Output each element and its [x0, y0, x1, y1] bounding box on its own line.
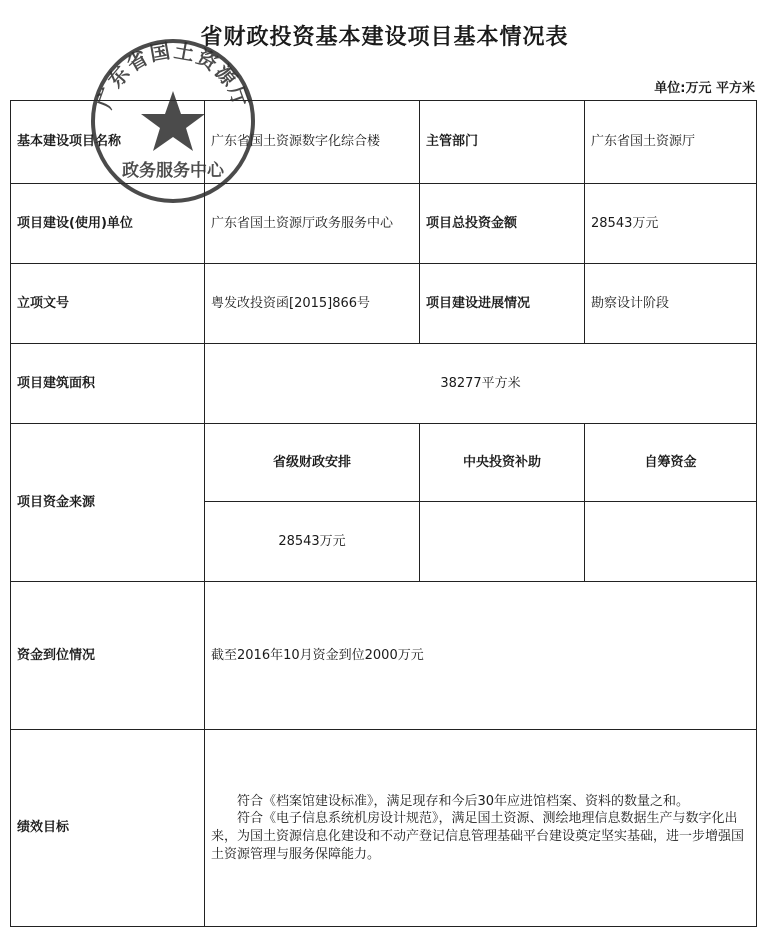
- arrival-label: 资金到位情况: [11, 582, 205, 730]
- total-investment-value: 28543万元: [585, 184, 757, 264]
- progress-value: 勘察设计阶段: [585, 264, 757, 344]
- official-seal: [88, 36, 258, 206]
- table-row: [11, 424, 757, 502]
- table-row: [11, 730, 757, 927]
- funding-central-value: [420, 502, 585, 582]
- department-label: 主管部门: [420, 101, 585, 184]
- approval-doc-value: 粤发改投资函[2015]866号: [205, 264, 420, 344]
- project-name-label: 基本建设项目名称: [11, 101, 205, 184]
- area-value: 38277平方米: [205, 344, 757, 424]
- performance-value: [205, 730, 757, 927]
- unit-label: 项目建设(使用)单位: [11, 184, 205, 264]
- table-row: [11, 344, 757, 424]
- area-label: 项目建筑面积: [11, 344, 205, 424]
- unit-note: 单位:万元 平方米: [654, 81, 755, 96]
- funding-provincial-header: 省级财政安排: [205, 424, 420, 502]
- funding-label: 项目资金来源: [11, 424, 205, 582]
- seal-star-icon: [141, 91, 205, 151]
- performance-label: 绩效目标: [11, 730, 205, 927]
- funding-provincial-value: 28543万元: [205, 502, 420, 582]
- project-name-value: 广东省国土资源数字化综合楼: [205, 101, 420, 184]
- seal-text-path: 广东省国土资源厅: [92, 38, 254, 112]
- table-row: [11, 582, 757, 730]
- table-row: [11, 264, 757, 344]
- project-info-table: [10, 100, 757, 927]
- seal-subtext: 政务服务中心: [122, 161, 224, 181]
- document-title: 省财政投资基本建设项目基本情况表: [200, 25, 569, 50]
- performance-paragraph-2: 符合《电子信息系统机房设计规范》，满足国土资源、测绘地理信息数据生产与数字化出来，为国土资源信息化建设和不动产登记信息管理基础平台建设奠定坚实基础，进一步增强国土资源管理与服务保障能力。: [211, 811, 745, 862]
- funding-self-value: [585, 502, 757, 582]
- progress-label: 项目建设进展情况: [420, 264, 585, 344]
- unit-value: 广东省国土资源厅政务服务中心: [205, 184, 420, 264]
- department-value: 广东省国土资源厅: [585, 101, 757, 184]
- total-investment-label: 项目总投资金额: [420, 184, 585, 264]
- funding-central-header: 中央投资补助: [420, 424, 585, 502]
- funding-self-header: 自筹资金: [585, 424, 757, 502]
- performance-paragraph-1: 符合《档案馆建设标准》，满足现存和今后30年应进馆档案、资料的数量之和。: [237, 793, 690, 809]
- arrival-value: 截至2016年10月资金到位2000万元: [205, 582, 757, 730]
- approval-doc-label: 立项文号: [11, 264, 205, 344]
